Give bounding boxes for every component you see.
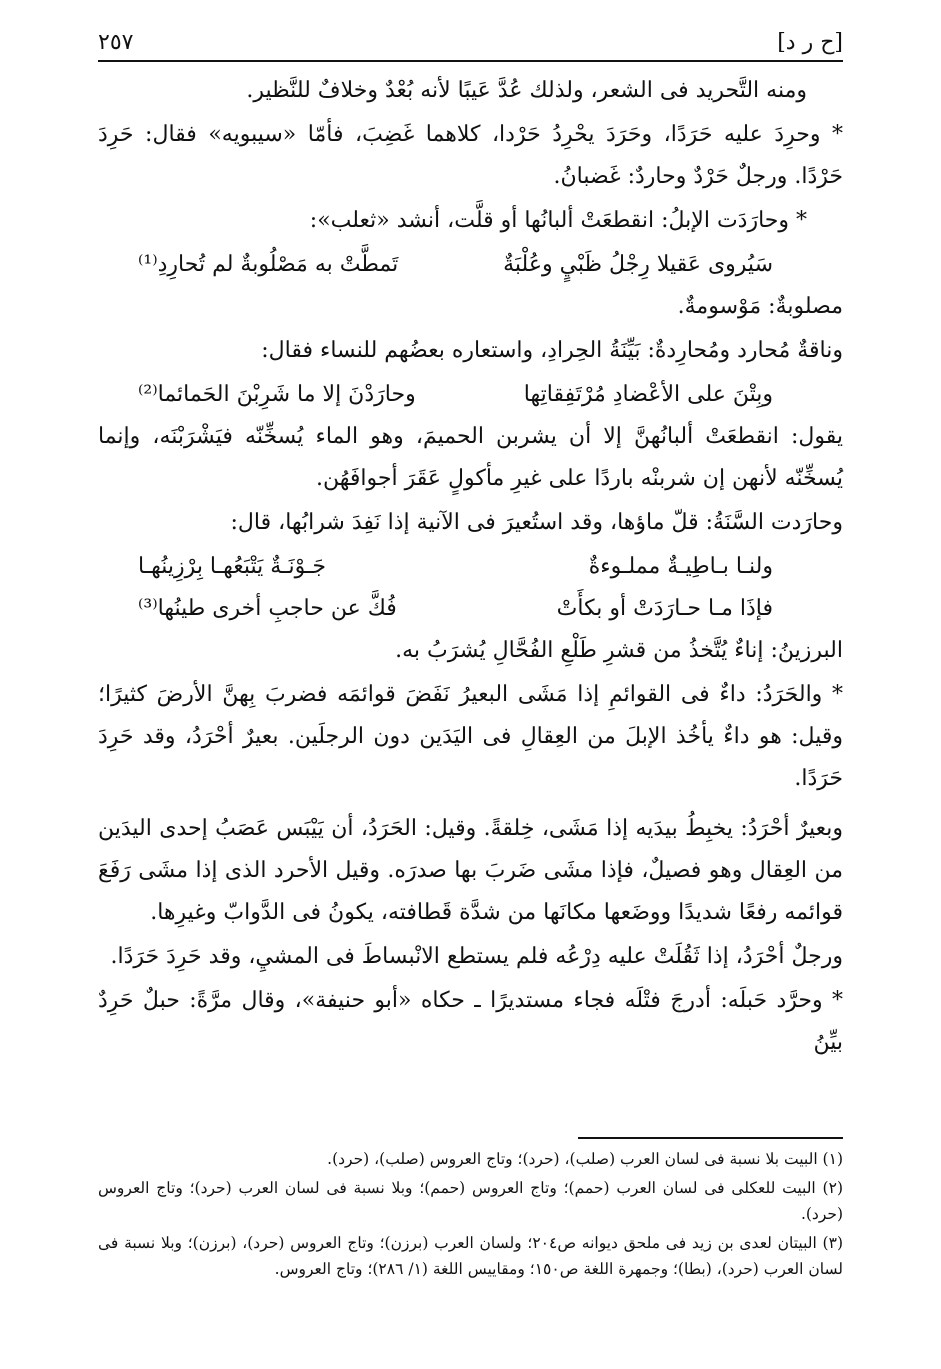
paragraph: وحارَدت السَّنَةُ: قلّ ماؤها، وقد استُعيرَ فى الآنية إذا نَفِدَ شرابُها، قال: — [230, 510, 843, 535]
verse-hemistich-first: فإذَا مـا حـارَدَتْ أو بكأَتْ — [556, 596, 773, 621]
paragraph: يقول: انقطعَتْ ألبانُهنَّ إلا أن يشربن الحميمَ، وهو الماء يُسخِّنّه فيَشْرَبْنَه، وإنما يُسخِّنّه لأنهن إن شربنْه باردًا على غيرِ مأكولٍ عَقَرَ أجوافَهُن. — [98, 424, 843, 491]
root-heading: [ح ر د] — [777, 29, 843, 55]
verse-hemistich-second: فُكَّ عن حاجبِ أخرى طينُها⁽³⁾ — [138, 596, 397, 621]
page-header — [98, 22, 843, 62]
verse-line — [98, 374, 843, 416]
page-number: ٢٥٧ — [98, 29, 134, 55]
entry-paragraph: * وحرَّد حَبلَه: أدرجَ فتْلَه فجاء مستديرًا ـ حكاه «أبو حنيفة»، وقال مرَّةً: حبلٌ حَرِدٌ بيِّنُ — [98, 988, 843, 1055]
footnote: (١) البيت بلا نسبة فى لسان العرب (صلب)، (حرد)؛ وتاج العروس (صلب)، (حرد). — [327, 1150, 843, 1168]
footnote: (٢) البيت للعكلى فى لسان العرب (حمم)؛ وتاج العروس (حمم)؛ وبلا نسبة فى لسان العرب (حرد)؛ وتاج العروس (حرد). — [98, 1179, 843, 1223]
paragraph: وبعيرٌ أحْرَدُ: يخبِطُ بيدَيه إذا مَشَى، خِلقةً. وقيل: الحَرَدُ، أن يَيْبَس عَصَبُ إحدى اليدَين من العِقال وهو فصيلٌ، فإذا مشَى ضَربَ بها صدرَه. وقيل الأحرد الذى إذا مشَى رَفَعَ قوائمه رفعًا شديدًا ووضَعها مكانَها من شدَّة قَطافته، يكونُ فى الدَّوابّ وغيرِها. — [98, 816, 843, 925]
verse-hemistich-first: وبِتْنَ على الأعْضادِ مُرْتَفِقاتِها — [523, 382, 773, 407]
paragraph: مصلوبةٌ: مَوْسومةٌ. — [677, 294, 843, 319]
verse-line — [98, 546, 843, 588]
page-body — [98, 70, 843, 1066]
footnote: (٣) البيتان لعدى بن زيد فى ملحق ديوانه ص٢٠٤؛ ولسان العرب (برزن)؛ وتاج العروس (حرد)، (برزن)؛ وبلا نسبة فى لسان العرب (حرد)، (بطا)؛ وجمهرة اللغة ص١٥٠؛ ومقاييس اللغة (١/ ٢٨٦)؛ وتاج العروس. — [98, 1234, 843, 1278]
paragraph: ومنه التَّحريد فى الشعر، ولذلك عُدَّ عَيبًا لأنه بُعْدٌ وخلافٌ للنَّظير. — [246, 78, 807, 103]
footnote-rule — [578, 1137, 843, 1139]
verse-line — [98, 244, 843, 286]
verse-hemistich-first: سَيُروى عَقيلا رِجْلُ ظَبْيٍ وعُلْبَةٌ — [503, 252, 773, 277]
entry-paragraph: * وحارَدَت الإبلُ: انقطعَتْ ألبانُها أو قلَّت، أنشد «ثعلب»: — [309, 208, 807, 233]
header-rule — [98, 60, 843, 62]
paragraph: البرزينُ: إناءٌ يُتَّخذُ من قشرِ طَلْعِ الفُحَّالِ يُشرَبُ به. — [395, 638, 843, 663]
verse-hemistich-first: ولنـا بـاطِيـةٌ مملـوءةٌ — [588, 554, 773, 579]
entry-paragraph: * وحرِدَ عليه حَرَدًا، وحَرَدَ يحْرِدُ حَرْدا، كلاهما غَضِبَ، فأمّا «سيبويه» فقال: حَرِدَ حَرْدًا. ورجلٌ حَرْدٌ وحاردٌ: غَضبانُ. — [98, 122, 843, 189]
verse-line — [98, 588, 843, 630]
verse-hemistich-second: تَمطَّتْ به مَصْلُوبةٌ لم تُحارِدِ⁽¹⁾ — [138, 252, 399, 277]
footnotes — [98, 1146, 843, 1285]
verse-hemistich-second: جَـوْنَـةٌ يَتْبَعُهـا بِرْزِينُهـا — [138, 554, 326, 579]
paragraph: ورجلٌ أحْرَدُ، إذا ثَقُلَتْ عليه دِرْعُه فلم يستطع الانْبساطَ فى المشيِ، وقد حَرِدَ حَرَدًا. — [110, 944, 843, 969]
verse-hemistich-second: وحارَدْنَ إلا ما شَرِبْنَ الحَمائما⁽²⁾ — [138, 382, 416, 407]
entry-paragraph: * والحَرَدُ: داءٌ فى القوائمِ إذا مَشَى البعيرُ نَفَضَ قوائمَه فضربَ بِهنَّ الأرضَ كثيرًا؛ وقيل: هو داءٌ يأخُذ الإبلَ من العِقالِ فى اليَدَين دون الرجلَين. بعيرٌ أحْرَدُ، وقد حَرِدَ حَرَدًا. — [98, 682, 843, 791]
paragraph: وناقةٌ مُحارد ومُحارِدةٌ: بَيِّنَةُ الحِرادِ، واستعاره بعضُهم للنساء فقال: — [261, 338, 843, 363]
